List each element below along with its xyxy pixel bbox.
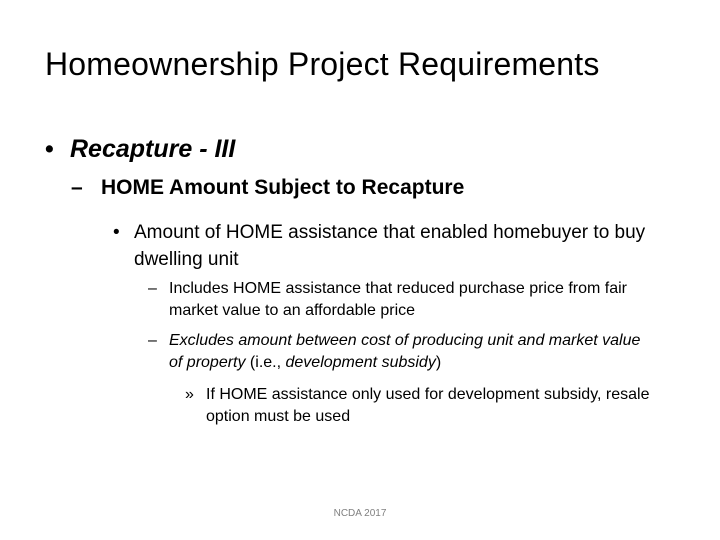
slide-title: Homeownership Project Requirements — [45, 46, 600, 82]
bullet-text-plain: (i.e., — [245, 354, 286, 371]
bullet-marker: • — [113, 222, 120, 243]
bullet-level-2 — [71, 176, 691, 200]
bullet-text-italic: development subsidy — [285, 354, 436, 371]
bullet-level-4-includes — [148, 278, 648, 322]
bullet-level-5 — [185, 384, 665, 428]
bullet-text: Recapture - III — [70, 135, 236, 163]
bullet-text — [169, 330, 648, 374]
slide-footer: NCDA 2017 — [333, 508, 387, 519]
chevron-marker: » — [185, 386, 194, 403]
bullet-level-4-excludes — [148, 330, 648, 374]
bullet-level-3 — [113, 219, 673, 273]
dash-marker: – — [148, 332, 157, 349]
bullet-text-italic: Excludes amount between cost of producing unit and market value of property — [169, 332, 641, 371]
bullet-level-1 — [45, 135, 685, 164]
bullet-text-plain: ) — [435, 354, 442, 371]
dash-marker: – — [71, 176, 83, 199]
bullet-marker: • — [45, 135, 54, 163]
bullet-text: Amount of HOME assistance that enabled homebuyer to buy dwelling unit — [134, 222, 646, 270]
bullet-text: Includes HOME assistance that reduced purchase price from fair market value to an affordable price — [169, 280, 627, 319]
bullet-text: If HOME assistance only used for development subsidy, resale option must be used — [206, 386, 650, 425]
dash-marker: – — [148, 280, 157, 297]
bullet-text: HOME Amount Subject to Recapture — [101, 176, 465, 199]
